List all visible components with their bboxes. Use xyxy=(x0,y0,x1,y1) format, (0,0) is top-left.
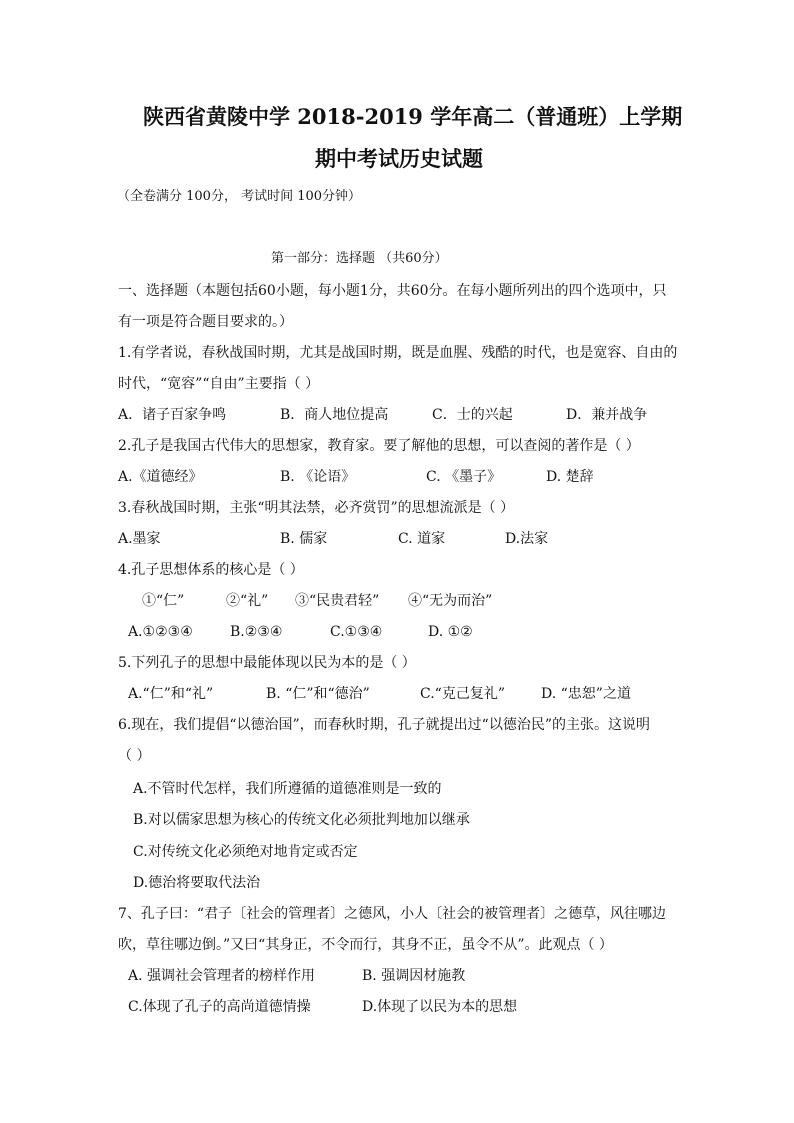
statement-2: ②“礼” xyxy=(226,593,269,609)
option-d: D.体现了以民为本的思想 xyxy=(362,999,518,1015)
question-stem: （ ） xyxy=(118,748,151,764)
option-c: C.①③④ xyxy=(330,624,383,640)
statement-3: ③“民贵君轻” xyxy=(295,593,380,609)
question-stem: 4.孔子思想体系的核心是（ ） xyxy=(118,562,304,578)
option-c: C. 《墨子》 xyxy=(426,469,502,485)
option-d: D. “忠恕”之道 xyxy=(541,686,631,702)
option-b: B. 儒家 xyxy=(280,531,328,547)
statement-4: ④“无为而治” xyxy=(408,593,493,609)
option-a: A. 强调社会管理者的榜样作用 xyxy=(128,968,316,984)
option-a: A.不管时代怎样，我们所遵循的道德准则是一致的 xyxy=(133,781,442,797)
option-a: A.墨家 xyxy=(118,531,161,547)
question-stem: 1.有学者说，春秋战国时期，尤其是战国时期，既是血腥、残酷的时代，也是宽容、自由的 xyxy=(118,345,678,361)
question-stem: 2.孔子是我国古代伟大的思想家，教育家。要了解他的思想，可以查阅的著作是（ ） xyxy=(118,438,640,454)
option-b: B. 强调因材施教 xyxy=(362,968,466,984)
option-a: A.①②③④ xyxy=(128,624,193,640)
option-c: C.“克己复礼” xyxy=(420,686,505,702)
option-a: A．诸子百家争鸣 xyxy=(118,407,227,423)
option-b: B.对以儒家思想为核心的传统文化必须批判地加以继承 xyxy=(133,812,470,828)
option-c: C.对传统文化必须绝对地肯定或否定 xyxy=(133,844,358,860)
section-heading: 第一部分：选择题 （共60分） xyxy=(271,251,448,266)
option-d: D. 楚辞 xyxy=(546,469,594,485)
question-stem: 3.春秋战国时期，主张“明其法禁，必齐赏罚”的思想流派是（ ） xyxy=(118,500,515,516)
exam-title-line2: 期中考试历史试题 xyxy=(315,146,483,171)
question-stem: 时代，“宽容”“自由”主要指（ ） xyxy=(118,376,320,392)
option-b: B. 《论语》 xyxy=(280,469,356,485)
section-intro: 有一项是符合题目要求的。） xyxy=(118,314,293,330)
option-a: A.《道德经》 xyxy=(118,469,203,485)
option-c: C．士的兴起 xyxy=(432,407,513,423)
question-stem: 7、孔子曰：“君子〔社会的管理者〕之德风，小人〔社会的被管理者〕之德草，风往哪边 xyxy=(118,906,667,922)
option-d: D．兼并战争 xyxy=(566,407,648,423)
exam-title-line1: 陕西省黄陵中学 2018-2019 学年高二（普通班）上学期 xyxy=(143,104,683,129)
option-b: B．商人地位提高 xyxy=(280,407,389,423)
question-stem: 5.下列孔子的思想中最能体现以民为本的是（ ） xyxy=(118,655,416,671)
question-stem: 吹，草往哪边倒。”又曰“其身正，不令而行，其身不正，虽令不从”。此观点（ ） xyxy=(118,937,613,953)
option-d: D.德治将要取代法治 xyxy=(133,875,261,891)
option-a: A.“仁”和“礼” xyxy=(128,686,214,702)
option-d: D.法家 xyxy=(505,531,549,547)
statement-1: ①“仁” xyxy=(142,593,185,609)
option-b: B.②③④ xyxy=(230,624,283,640)
section-intro: 一、选择题（本题包括60小题，每小题1分，共60分。在每小题所列出的四个选项中，只 xyxy=(118,283,667,299)
option-c: C.体现了孔子的高尚道德情操 xyxy=(128,999,311,1015)
exam-subtitle: （全卷满分 100分， 考试时间 100分钟） xyxy=(117,189,362,204)
question-stem: 6.现在，我们提倡“以德治国”，而春秋时期，孔子就提出过“以德治民”的主张。这说明 xyxy=(118,717,650,733)
option-d: D. ①② xyxy=(428,624,473,640)
option-c: C. 道家 xyxy=(398,531,446,547)
option-b: B. “仁”和“德治” xyxy=(266,686,370,702)
